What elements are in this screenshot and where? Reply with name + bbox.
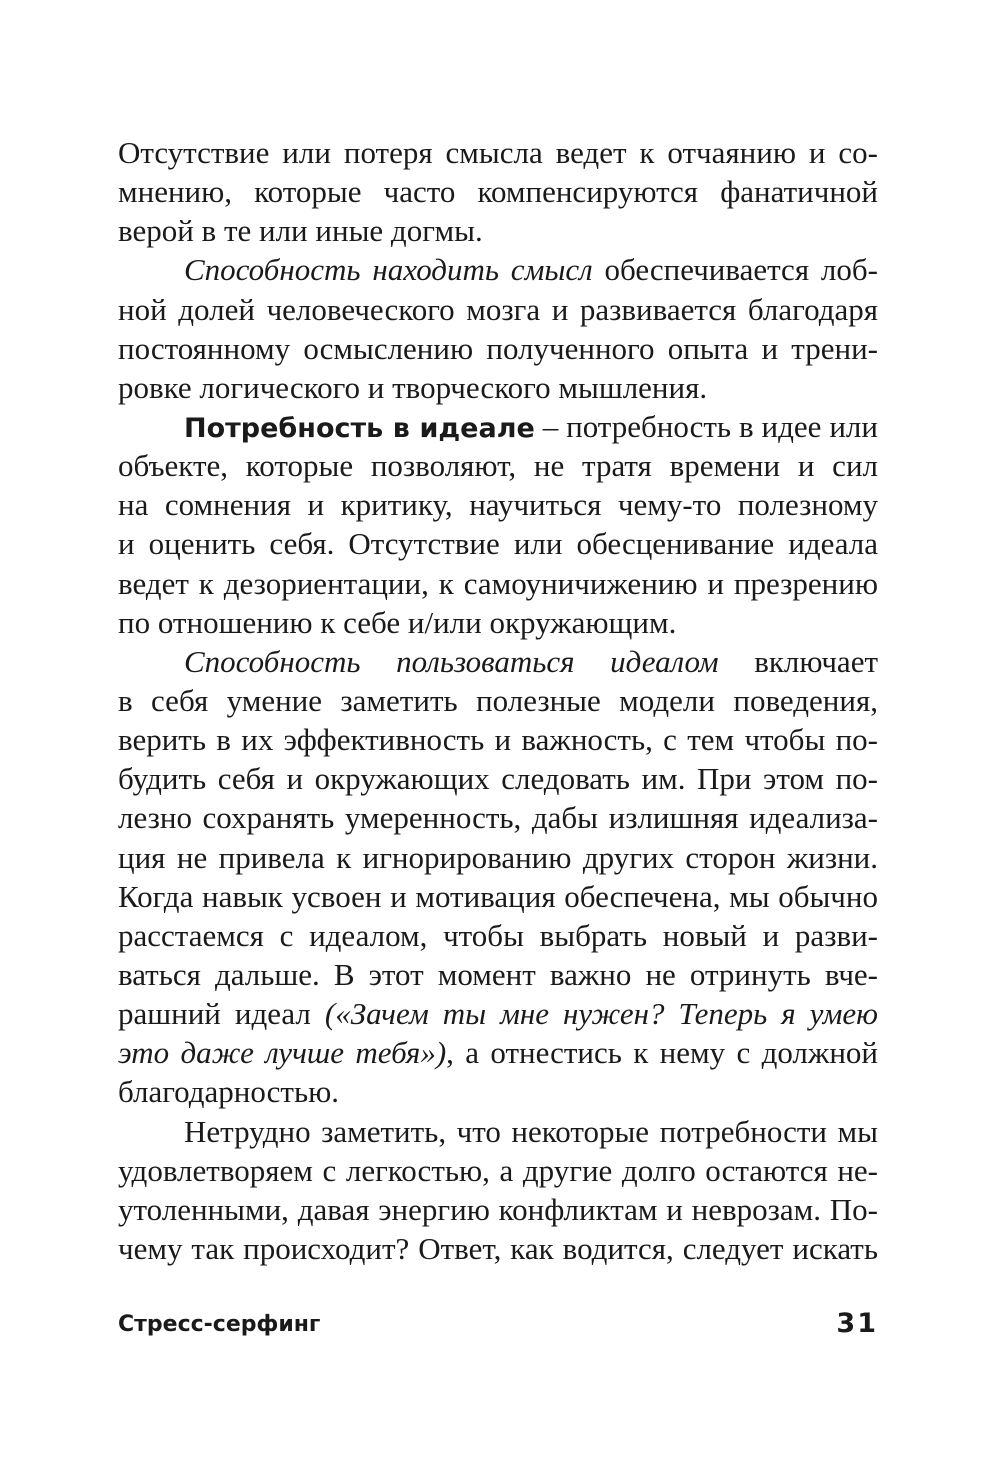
italic-phrase: Способность находить смысл (184, 252, 593, 288)
text-line (118, 1151, 878, 1190)
text-line (118, 250, 878, 289)
text-segment: лезно сохранять умеренность, дабы излишняя идеализа- (118, 800, 878, 836)
text-line (118, 759, 878, 798)
text-line (118, 329, 878, 368)
text-line (118, 1033, 878, 1072)
text-line (118, 1229, 878, 1268)
text-segment: Когда навык усвоен и мотивация обеспечена, мы обычно (118, 878, 878, 914)
text-line (118, 838, 878, 877)
text-line (118, 1112, 878, 1151)
text-line (118, 172, 878, 211)
text-segment: утоленными, давая энергию конфликтам и неврозам. По- (118, 1191, 878, 1227)
text-line (118, 603, 878, 642)
text-segment: Отсутствие или потеря смысла ведет к отчаянию и со- (118, 135, 878, 170)
text-line (118, 1072, 878, 1111)
text-segment: удовлетворяем с легкостью, а другие долго остаются не- (118, 1152, 878, 1188)
text-line (118, 524, 878, 563)
text-segment: чему так происходит? Ответ, как водится, следует искать (118, 1230, 878, 1266)
text-line (118, 681, 878, 720)
page-number: 31 (836, 1308, 878, 1339)
text-line (118, 798, 878, 837)
text-segment: – потребность в идее или (534, 408, 878, 444)
text-segment: рашний идеал (118, 996, 325, 1032)
text-segment: ция не привела к игнорированию других сторон жизни. (118, 839, 878, 875)
text-segment: ведет к дезориентации, к самоуничижению и презрению (118, 565, 878, 601)
italic-phrase: Способность пользоваться идеалом (184, 643, 719, 679)
text-segment: включает (718, 643, 878, 679)
text-segment: благодарностью. (118, 1074, 340, 1110)
text-line (118, 877, 878, 916)
text-line (118, 916, 878, 955)
text-segment: по отношению к себе и/или окружающим. (118, 604, 677, 640)
text-line (118, 290, 878, 329)
text-segment: на сомнения и критику, научиться чему-то полезному (118, 487, 878, 523)
text-segment: и оценить себя. Отсутствие или обесценивание идеала (118, 526, 878, 562)
text-line (118, 994, 878, 1033)
text-line (118, 955, 878, 994)
text-segment: постоянному осмыслению полученного опыта и трени- (118, 330, 878, 366)
text-line (118, 485, 878, 524)
text-segment: будить себя и окружающих следовать им. При этом по- (118, 761, 878, 797)
bold-term: Потребность в идеале (184, 412, 535, 444)
italic-phrase: («Зачем ты мне нужен? Теперь я умею (324, 996, 878, 1032)
text-line (118, 564, 878, 603)
text-line (118, 211, 878, 250)
text-segment: верой в те или иные догмы. (118, 213, 483, 249)
page-body (118, 133, 878, 1268)
text-line (118, 407, 878, 446)
text-segment: , а отнестись к нему с должной (446, 1035, 878, 1071)
text-line (118, 720, 878, 759)
text-segment: верить в их эффективность и важность, с тем чтобы по- (118, 722, 878, 758)
text-line (118, 133, 878, 172)
text-segment: ваться дальше. В этот момент важно не отринуть вче- (118, 956, 878, 992)
text-segment: мнению, которые часто компенсируются фанатичной (118, 174, 878, 210)
text-line (118, 642, 878, 681)
text-line (118, 446, 878, 485)
text-line (118, 368, 878, 407)
text-line (118, 1190, 878, 1229)
text-segment: обеспечивается лоб- (592, 252, 878, 288)
text-segment: ной долей человеческого мозга и развивается благодаря (118, 291, 878, 327)
italic-phrase: это даже лучше тебя») (118, 1035, 447, 1071)
page-footer (118, 1308, 878, 1348)
running-title: Стресс-серфинг (118, 1312, 321, 1337)
text-segment: расстаемся с идеалом, чтобы выбрать новый и разви- (118, 917, 878, 953)
text-segment: объекте, которые позволяют, не тратя времени и сил (118, 448, 878, 484)
text-segment: ровке логического и творческого мышления. (118, 369, 708, 405)
text-segment: в себя умение заметить полезные модели поведения, (118, 682, 878, 718)
text-segment: Нетрудно заметить, что некоторые потребности мы (184, 1113, 878, 1149)
